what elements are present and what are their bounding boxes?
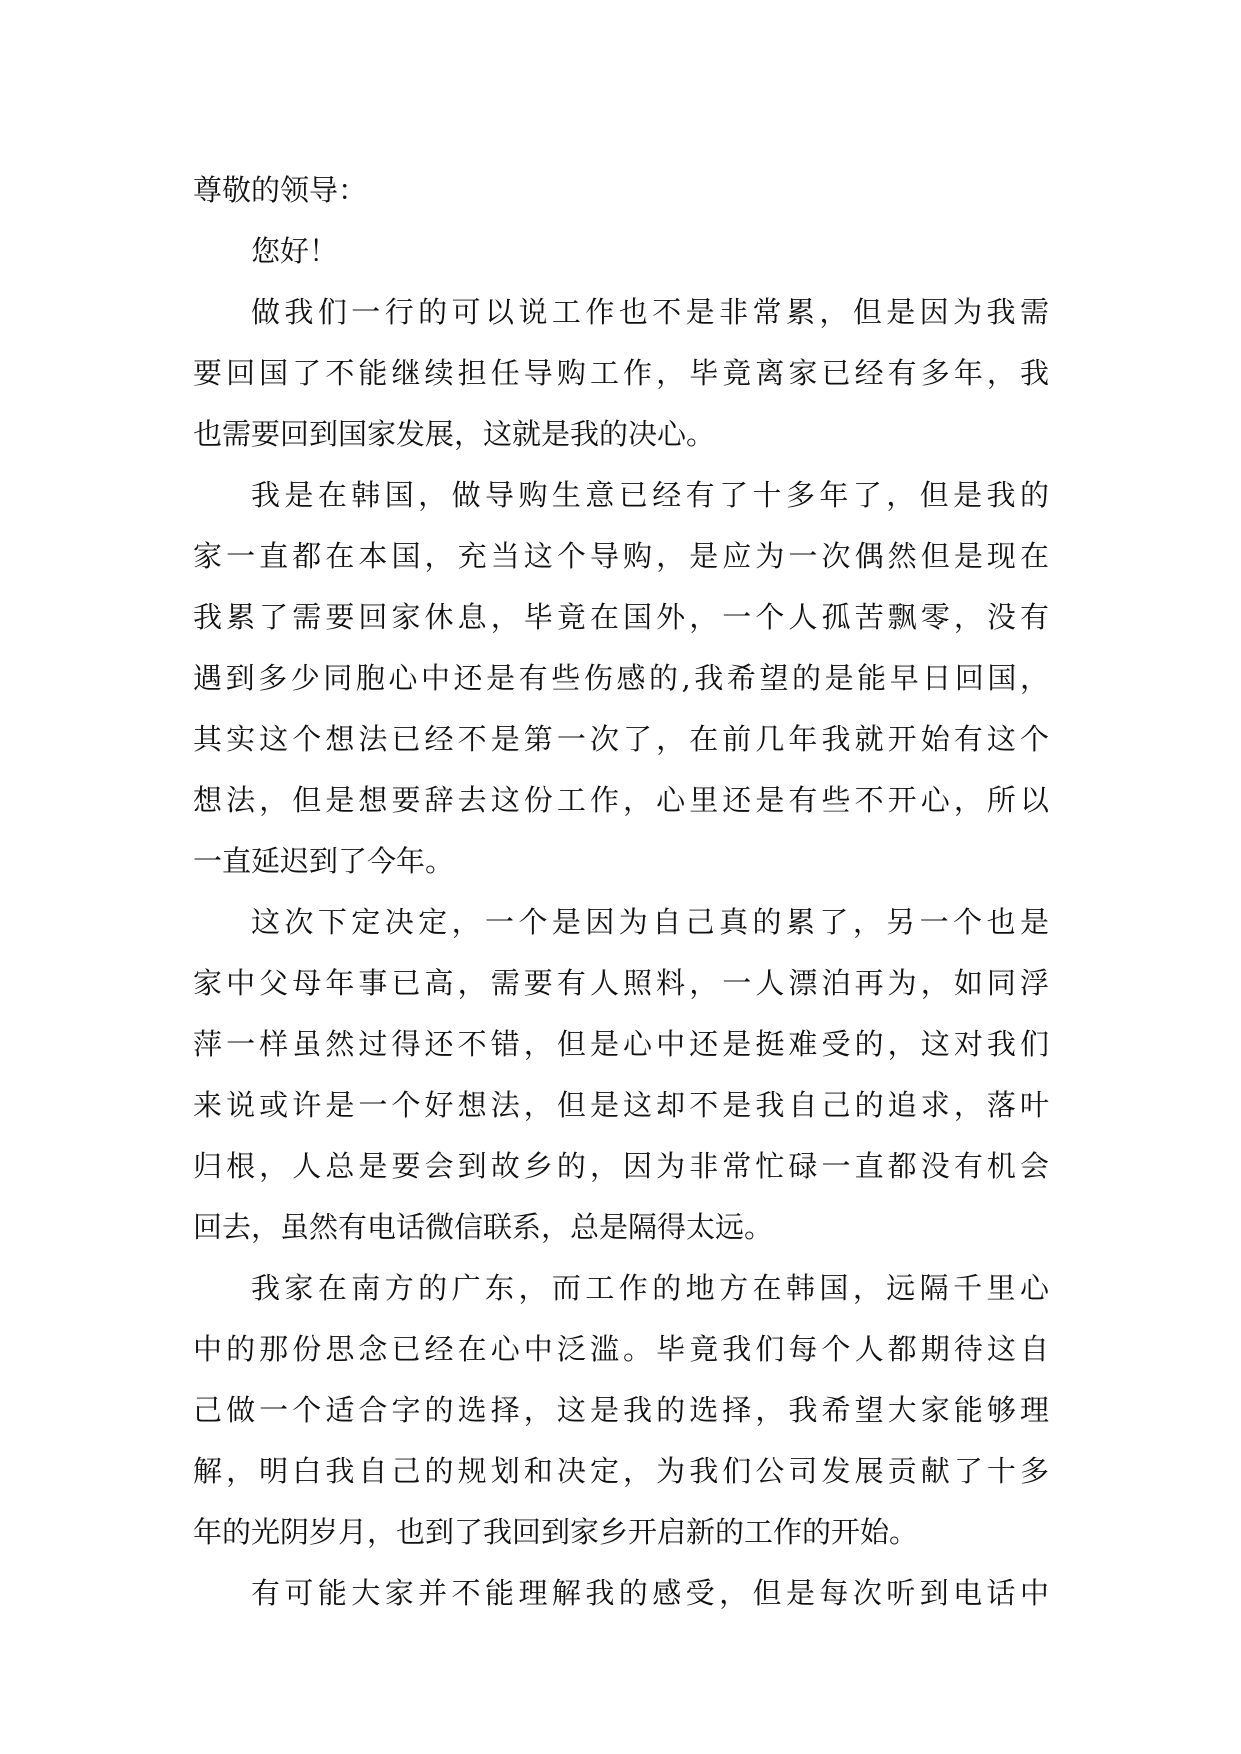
paragraph-line: 家中父母年事已高，需要有人照料，一人漂泊再为，如同浮 — [193, 966, 1049, 1000]
paragraph-line: 做我们一行的可以说工作也不是非常累，但是因为我需 — [251, 295, 1049, 329]
paragraph-line: 萍一样虽然过得还不错，但是心中还是挺难受的，这对我们 — [193, 1027, 1049, 1061]
paragraph-line: 我是在韩国，做导购生意已经有了十多年了，但是我的 — [251, 478, 1049, 512]
paragraph-5 — [193, 1563, 1049, 1624]
salutation: 尊敬的领导： — [193, 173, 368, 207]
paragraph-line: 中的那份思念已经在心中泛滥。毕竟我们每个人都期待这自 — [193, 1332, 1049, 1366]
letter-body — [193, 160, 1049, 1624]
paragraph-line: 有可能大家并不能理解我的感受，但是每次听到电话中 — [251, 1576, 1049, 1610]
paragraph-3 — [193, 892, 1049, 1258]
greeting — [193, 221, 1049, 282]
paragraph-2 — [193, 465, 1049, 892]
paragraph-line: 我家在南方的广东，而工作的地方在韩国，远隔千里心 — [251, 1271, 1049, 1305]
paragraph-line: 来说或许是一个好想法，但是这却不是我自己的追求，落叶 — [193, 1088, 1049, 1122]
paragraph-line: 遇到多少同胞心中还是有些伤感的,我希望的是能早日回国， — [193, 661, 1049, 695]
paragraph-line: 回去，虽然有电话微信联系，总是隔得太远。 — [193, 1210, 774, 1244]
greeting-line: 您好！ — [251, 234, 339, 268]
paragraph-line: 归根，人总是要会到故乡的，因为非常忙碌一直都没有机会 — [193, 1149, 1049, 1183]
paragraph-line: 我累了需要回家休息，毕竟在国外，一个人孤苦飘零，没有 — [193, 600, 1049, 634]
paragraph-line: 家一直都在本国，充当这个导购，是应为一次偶然但是现在 — [193, 539, 1049, 573]
paragraph-line: 想法，但是想要辞去这份工作，心里还是有些不开心，所以 — [193, 783, 1049, 817]
paragraph-line: 要回国了不能继续担任导购工作，毕竟离家已经有多年，我 — [193, 356, 1049, 390]
paragraph-line: 也需要回到国家发展，这就是我的决心。 — [193, 417, 716, 451]
paragraph-line: 一直延迟到了今年。 — [193, 844, 455, 878]
paragraph-line: 其实这个想法已经不是第一次了，在前几年我就开始有这个 — [193, 722, 1049, 756]
paragraph-1 — [193, 282, 1049, 465]
paragraph-line: 这次下定决定，一个是因为自己真的累了，另一个也是 — [251, 905, 1049, 939]
paragraph-line: 己做一个适合字的选择，这是我的选择，我希望大家能够理 — [193, 1393, 1049, 1427]
paragraph-4 — [193, 1258, 1049, 1563]
paragraph-line: 年的光阴岁月，也到了我回到家乡开启新的工作的开始。 — [193, 1515, 919, 1549]
paragraph-line: 解，明白我自己的规划和决定，为我们公司发展贡献了十多 — [193, 1454, 1049, 1488]
